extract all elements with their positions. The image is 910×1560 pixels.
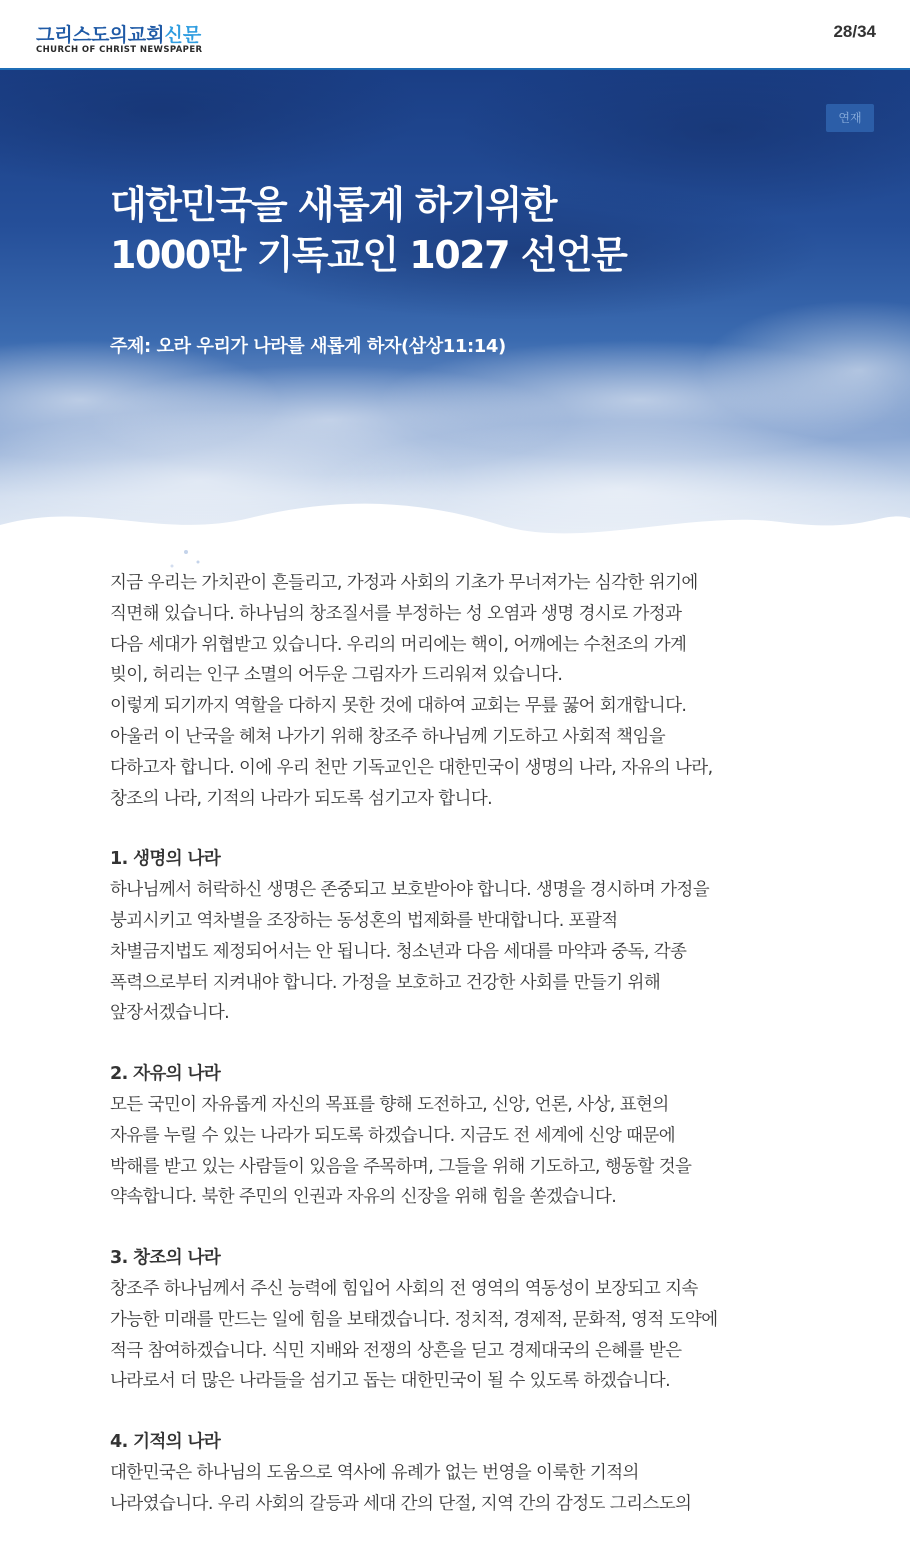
intro-line: 이렇게 되기까지 역할을 다하지 못한 것에 대하여 교회는 무릎 꿇어 회개합니다. xyxy=(110,696,687,717)
cloud-texture-illustration xyxy=(0,70,910,590)
logo-subtitle: CHURCH OF CHRIST NEWSPAPER xyxy=(36,45,203,55)
page-indicator: 28/34 xyxy=(833,22,876,41)
title-line-2: 1000만 기독교인 1027 선언문 xyxy=(110,233,627,277)
intro-line: 아울러 이 난국을 헤쳐 나가기 위해 창조주 하나님께 기도하고 사회적 책임을 xyxy=(110,726,666,747)
section-freedom xyxy=(110,1059,870,1213)
logo-text-main: 그리스도의교회 xyxy=(36,24,165,46)
section-line: 나라였습니다. 우리 사회의 갈등과 세대 간의 단절, 지역 간의 감정도 그리스도의 xyxy=(110,1493,692,1514)
section-line: 창조주 하나님께서 주신 능력에 힘입어 사회의 전 영역의 역동성이 보장되고 지속 xyxy=(110,1278,698,1299)
section-life xyxy=(110,844,870,1029)
section-line: 가능한 미래를 만드는 일에 힘을 보태겠습니다. 정치적, 경제적, 문화적, 영적 도약에 xyxy=(110,1309,718,1330)
article-body xyxy=(110,568,870,1520)
section-line: 나라로서 더 많은 나라들을 섬기고 돕는 대한민국이 될 수 있도록 하겠습니다. xyxy=(110,1371,671,1392)
section-heading: 2. 자유의 나라 xyxy=(110,1064,221,1085)
intro-line: 창조의 나라, 기적의 나라가 되도록 섬기고자 합니다. xyxy=(110,788,493,809)
section-line: 자유를 누릴 수 있는 나라가 되도록 하겠습니다. 지금도 전 세계에 신앙 때문에 xyxy=(110,1125,676,1146)
intro-line: 지금 우리는 가치관이 흔들리고, 가정과 사회의 기초가 무너져가는 심각한 위기에 xyxy=(110,573,698,593)
section-line: 모든 국민이 자유롭게 자신의 목표를 향해 도전하고, 신앙, 언론, 사상, 표현의 xyxy=(110,1094,669,1115)
paragraph-gap xyxy=(110,1397,870,1427)
section-heading: 4. 기적의 나라 xyxy=(110,1432,221,1453)
paragraph-gap xyxy=(110,1029,870,1059)
intro-line: 직면해 있습니다. 하나님의 창조질서를 부정하는 성 오염과 생명 경시로 가정과 xyxy=(110,603,682,624)
section-creation xyxy=(110,1243,870,1397)
intro-line: 다음 세대가 위협받고 있습니다. 우리의 머리에는 핵이, 어깨에는 수천조의 가계 xyxy=(110,634,687,655)
intro-line: 빚이, 허리는 인구 소멸의 어두운 그림자가 드리워져 있습니다. xyxy=(110,665,563,686)
section-line: 적극 참여하겠습니다. 식민 지배와 전쟁의 상흔을 딛고 경제대국의 은혜를 받은 xyxy=(110,1340,682,1361)
logo-text-accent: 신문 xyxy=(164,24,202,46)
section-line: 대한민국은 하나님의 도움으로 역사에 유례가 없는 번영을 이룩한 기적의 xyxy=(110,1462,639,1483)
section-line: 박해를 받고 있는 사람들이 있음을 주목하며, 그들을 위해 기도하고, 행동할 것을 xyxy=(110,1156,692,1177)
section-heading: 1. 생명의 나라 xyxy=(110,849,221,870)
page-header xyxy=(0,0,910,70)
section-line: 약속합니다. 북한 주민의 인권과 자유의 신장을 위해 힘을 쏟겠습니다. xyxy=(110,1187,617,1208)
hero-banner xyxy=(0,70,910,590)
newspaper-logo[interactable] xyxy=(36,20,201,47)
section-line: 하나님께서 허락하신 생명은 존중되고 보호받아야 합니다. 생명을 경시하며 가정을 xyxy=(110,880,710,901)
intro-paragraph xyxy=(110,568,870,814)
paragraph-gap xyxy=(110,814,870,844)
paragraph-gap xyxy=(110,1213,870,1243)
series-badge: 연재 xyxy=(826,104,874,132)
section-line: 붕괴시키고 역차별을 조장하는 동성혼의 법제화를 반대합니다. 포괄적 xyxy=(110,910,618,931)
title-line-1: 대한민국을 새롭게 하기위한 xyxy=(110,183,556,227)
intro-line: 다하고자 합니다. 이에 우리 천만 기독교인은 대한민국이 생명의 나라, 자유의 나라, xyxy=(110,757,713,778)
section-heading: 3. 창조의 나라 xyxy=(110,1248,221,1269)
article-subject: 주제: 오라 우리가 나라를 새롭게 하자(삼상11:14) xyxy=(110,336,506,357)
section-line: 폭력으로부터 지켜내야 합니다. 가정을 보호하고 건강한 사회를 만들기 위해 xyxy=(110,972,661,993)
article-title xyxy=(110,180,626,280)
section-line: 앞장서겠습니다. xyxy=(110,1003,230,1024)
section-line: 차별금지법도 제정되어서는 안 됩니다. 청소년과 다음 세대를 마약과 중독, 각종 xyxy=(110,941,687,962)
section-miracle xyxy=(110,1427,870,1519)
